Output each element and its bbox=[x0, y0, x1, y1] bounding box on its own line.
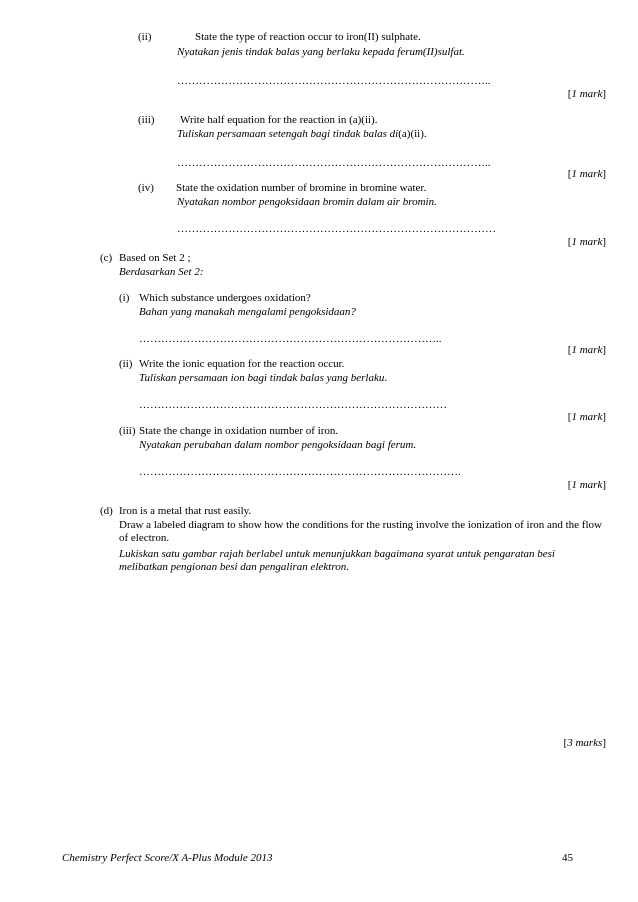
answer-line-c-ii[interactable]: ………………………………………………………………………… bbox=[139, 399, 447, 411]
question-d-number: (d) bbox=[100, 505, 113, 517]
question-c-ii-number: (ii) bbox=[119, 358, 133, 370]
question-a-ii-english: State the type of reaction occur to iron(II) sulphate. bbox=[195, 31, 421, 43]
footer-module-title: Chemistry Perfect Score/X A-Plus Module 2013 bbox=[62, 852, 273, 864]
question-c-number: (c) bbox=[100, 252, 113, 264]
mark-c-i: [1 mark] bbox=[567, 344, 606, 356]
mark-d: [3 marks] bbox=[563, 737, 606, 749]
question-a-iii-malay: Tuliskan persamaan setengah bagi tindak balas di(a)(ii). bbox=[177, 128, 427, 140]
question-c-iii-malay: Nyatakan perubahan dalam nombor pengoksidaan bagi ferum. bbox=[139, 439, 417, 451]
question-c-i-english: Which substance undergoes oxidation? bbox=[139, 292, 311, 304]
answer-line-a-ii[interactable]: ………………………………………………………………………….. bbox=[177, 75, 491, 87]
answer-line-c-iii[interactable]: ……………………………………………………………………………. bbox=[139, 466, 461, 478]
mark-a-ii: [1 mark] bbox=[567, 88, 606, 100]
mark-a-iii: [1 mark] bbox=[567, 168, 606, 180]
question-a-iv-english: State the oxidation number of bromine in bromine water. bbox=[176, 182, 427, 194]
mark-c-iii: [1 mark] bbox=[567, 479, 606, 491]
question-a-iv-number: (iv) bbox=[138, 182, 154, 194]
mark-c-ii: [1 mark] bbox=[567, 411, 606, 423]
answer-line-c-i[interactable]: ……………………………………………………………………….. bbox=[139, 333, 442, 345]
answer-line-a-iii[interactable]: ………………………………………………………………………….. bbox=[177, 157, 491, 169]
question-a-iii-english: Write half equation for the reaction in (a)(ii). bbox=[180, 114, 378, 126]
question-d-malay: Lukiskan satu gambar rajah berlabel untuk menunjukkan bagaimana syarat untuk pengaratan besi melibatkan pengionan besi dan pengaliran elektron. bbox=[119, 548, 555, 573]
question-c-intro-malay: Berdasarkan Set 2: bbox=[119, 266, 204, 278]
question-a-iv-malay: Nyatakan nombor pengoksidaan bromin dalam air bromin. bbox=[177, 196, 437, 208]
question-c-iii-number: (iii) bbox=[119, 425, 136, 437]
question-a-ii-number: (ii) bbox=[138, 31, 152, 43]
page-number: 45 bbox=[562, 852, 573, 864]
diagram-answer-space[interactable] bbox=[119, 580, 604, 730]
mark-a-iv: [1 mark] bbox=[567, 236, 606, 248]
question-c-i-malay: Bahan yang manakah mengalami pengoksidaan? bbox=[139, 306, 356, 318]
question-d-english: Draw a labeled diagram to show how the conditions for the rusting involve the ionization of iron and the flow of electron. bbox=[119, 519, 602, 544]
question-c-i-number: (i) bbox=[119, 292, 130, 304]
question-a-iii-number: (iii) bbox=[138, 114, 155, 126]
question-a-ii-malay: Nyatakan jenis tindak balas yang berlaku kepada ferum(II)sulfat. bbox=[177, 46, 465, 58]
question-c-ii-english: Write the ionic equation for the reaction occur. bbox=[139, 358, 345, 370]
question-c-ii-malay: Tuliskan persamaan ion bagi tindak balas yang berlaku. bbox=[139, 372, 388, 384]
answer-line-a-iv[interactable]: …………………………………………………………………………… bbox=[177, 223, 496, 235]
question-c-intro-english: Based on Set 2 ; bbox=[119, 252, 191, 264]
question-c-iii-english: State the change in oxidation number of iron. bbox=[139, 425, 339, 437]
question-d-statement: Iron is a metal that rust easily. bbox=[119, 505, 252, 517]
